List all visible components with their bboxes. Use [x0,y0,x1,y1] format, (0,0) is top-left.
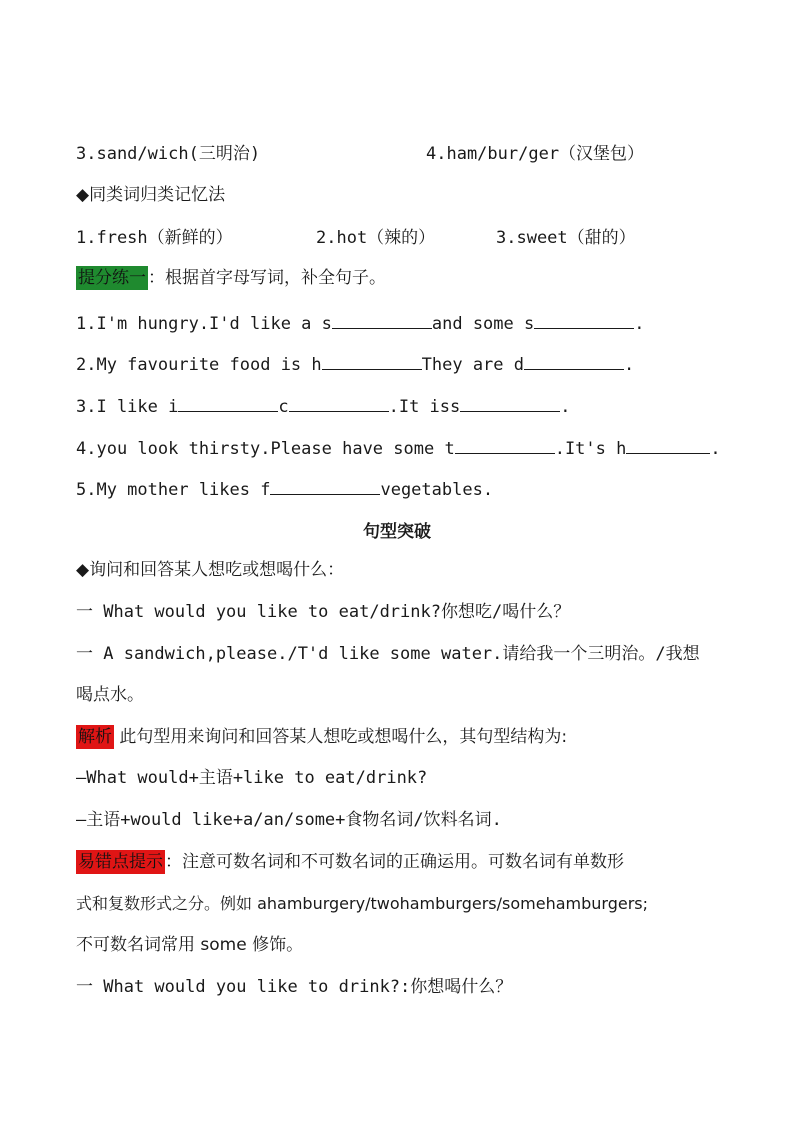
section-heading: 句型突破 [363,522,431,542]
analysis-text: 此句型用来询问和回答某人想吃或想喝什么，其句型结构为: [114,727,568,747]
answer-blank[interactable] [178,393,278,412]
practice-header [76,266,386,290]
answer-blank[interactable] [455,435,555,454]
sentence-topic: ◆询问和回答某人想吃或想喝什么： [76,560,345,580]
practice-tag: 提分练一 [78,268,146,288]
tip-line-3: 不可数名词常用 some 修饰。 [76,935,304,955]
memory-item-1: 1.fresh（新鲜的） [76,228,233,248]
answer-blank[interactable] [322,351,422,370]
memory-item-3: 3.sweet（甜的） [496,228,636,248]
answer-blank[interactable] [289,393,389,412]
answer-blank[interactable] [332,310,432,329]
practice-instruction: ：根据首字母写词，补全句子。 [148,268,386,288]
practice-q3: 3.I like i c .It iss . [76,393,571,419]
answer-blank[interactable] [460,393,560,412]
vocab-item-4: 4.ham/bur/ger（汉堡包） [426,144,645,164]
answer-line-1: 一 A sandwich,please./T'd like some water.请给我一个三明治。/我想 [76,644,700,664]
tip-text: ：注意可数名词和不可数名词的正确运用。可数名词有单数形 [165,852,624,872]
answer-blank[interactable] [270,476,380,495]
tip-line-2: 式和复数形式之分。例如 ahamburgery/twohamburgers/somehamburgers; [76,894,649,913]
tip-tag: 易错点提示 [78,852,163,872]
memory-method-title: ◆同类词归类记忆法 [76,185,226,205]
last-question-line: 一 What would you like to drink?:你想喝什么？ [76,977,513,997]
structure-line-1: —What would+主语+like to eat/drink? [76,768,428,788]
answer-blank[interactable] [626,435,710,454]
memory-item-2: 2.hot（辣的） [316,228,436,248]
tip-line-1 [76,850,624,874]
practice-q4: 4.you look thirsty.Please have some t .It's h . [76,435,721,461]
answer-blank[interactable] [524,351,624,370]
answer-blank[interactable] [534,310,634,329]
vocab-item-3: 3.sand/wich(三明治) [76,144,261,164]
practice-q5: 5.My mother likes f vegetables. [76,476,493,502]
structure-line-2: —主语+would like+a/an/some+食物名词/饮料名词. [76,810,502,830]
answer-line-2: 喝点水。 [76,685,144,705]
analysis-line [76,725,567,749]
practice-q2: 2.My favourite food is h They are d . [76,351,634,377]
practice-q1: 1.I'm hungry.I'd like a s and some s . [76,310,644,336]
analysis-tag: 解析 [78,727,112,747]
question-line: 一 What would you like to eat/drink?你想吃/喝什么？ [76,602,571,622]
